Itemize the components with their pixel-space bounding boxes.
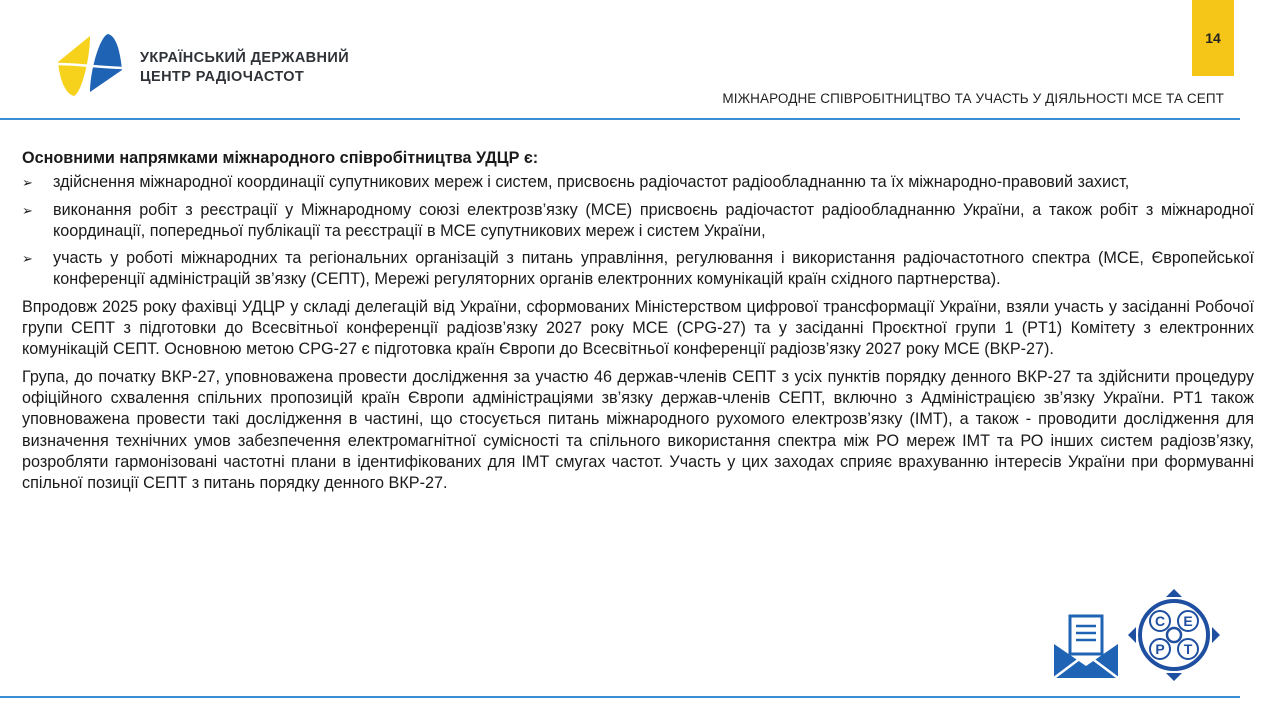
bullet-item: [22, 172, 1254, 193]
page-number: 14: [1205, 30, 1221, 46]
cept-letter-t: T: [1183, 641, 1193, 657]
bullet-text: участь у роботі міжнародних та регіональних організацій з питань управління, регулювання і використання радіочастотного спектра (МСЕ, Європейської конференції адміністрацій зв’язку (СЕПТ), Мережі регуляторних органів електронних комунікацій країн східного партнерства).: [53, 249, 1254, 289]
bullet-item: [22, 248, 1254, 291]
cept-logo: [1126, 587, 1222, 683]
mail-envelope-icon: [1052, 614, 1120, 680]
arrow-bullet-icon: ➢: [22, 251, 33, 267]
arrow-bullet-icon: ➢: [22, 175, 33, 191]
bullet-item: [22, 200, 1254, 243]
top-divider: [0, 118, 1240, 120]
main-content: [22, 148, 1254, 500]
cept-letter-c: C: [1154, 613, 1166, 629]
paragraph: Впродовж 2025 року фахівці УДЦР у складі делегацій від України, сформованих Міністерством цифрової трансформації України, взяли участь у засіданні Робочої групи СЕПТ з підготовки до Всесвітньої конференції радіозв’язку 2027 року МСЕ (CPG-27) та у засіданні Проєктної групи 1 (PT1) Комітету з електронних комунікацій СЕПТ. Основною метою CPG-27 є підготовка країн Європи до Всесвітньої конференції радіозв’язку 2027 року МСЕ (ВКР-27).: [22, 297, 1254, 359]
bullet-text: здійснення міжнародної координації супутникових мереж і систем, присвоєнь радіочастот радіообладнанню та їх міжнародно-правовий захист,: [53, 173, 1130, 192]
content-heading: Основними напрямками міжнародного співробітництва УДЦР є:: [22, 149, 539, 167]
cept-letter-e: E: [1183, 613, 1193, 629]
section-title: МІЖНАРОДНЕ СПІВРОБІТНИЦТВО ТА УЧАСТЬ У ДІЯЛЬНОСТІ МСЕ ТА СЕПТ: [722, 91, 1224, 106]
udcr-logo-icon: [54, 30, 126, 100]
bottom-divider: [0, 696, 1240, 698]
paragraph: Група, до початку ВКР-27, уповноважена провести дослідження за участю 46 держав-членів СЕПТ з усіх пунктів порядку денного ВКР-27 та здійснити процедуру офіційного схвалення спільних пропозицій країн Європи адміністраціями зв’язку держав-членів СЕПТ, включно з Адміністрацією зв’язку України. PT1 також уповноважена провести такі дослідження в частині, що стосується питань міжнародного рухомого електрозв’язку (IMT), а також - проводити дослідження для визначення технічних умов забезпечення електромагнітної сумісності та спільного використання спектра між РО мереж IMT та РО інших систем радіозв’язку, розробляти гармонізовані частотні плани в ідентифікованих для IMT смугах частот. Участь у цих заходах сприяє врахуванню інтересів України при формуванні спільної позиції СЕПТ з питань порядку денного ВКР-27.: [22, 367, 1254, 493]
org-name-line2: ЦЕНТР РАДІОЧАСТОТ: [140, 69, 305, 85]
org-name-line1: УКРАЇНСЬКИЙ ДЕРЖАВНИЙ: [140, 50, 350, 66]
page-number-badge: [1192, 0, 1234, 76]
bullet-text: виконання робіт з реєстрації у Міжнародному союзі електрозв’язку (МСЕ) присвоєнь радіочастот радіообладнанню України, а також робіт з міжнародної координації, попередньої публікації та реєстрації в МСЕ супутникових мереж і систем України,: [53, 200, 1254, 240]
cept-letter-p: P: [1155, 641, 1165, 657]
org-name: [140, 49, 349, 87]
arrow-bullet-icon: ➢: [22, 202, 33, 218]
